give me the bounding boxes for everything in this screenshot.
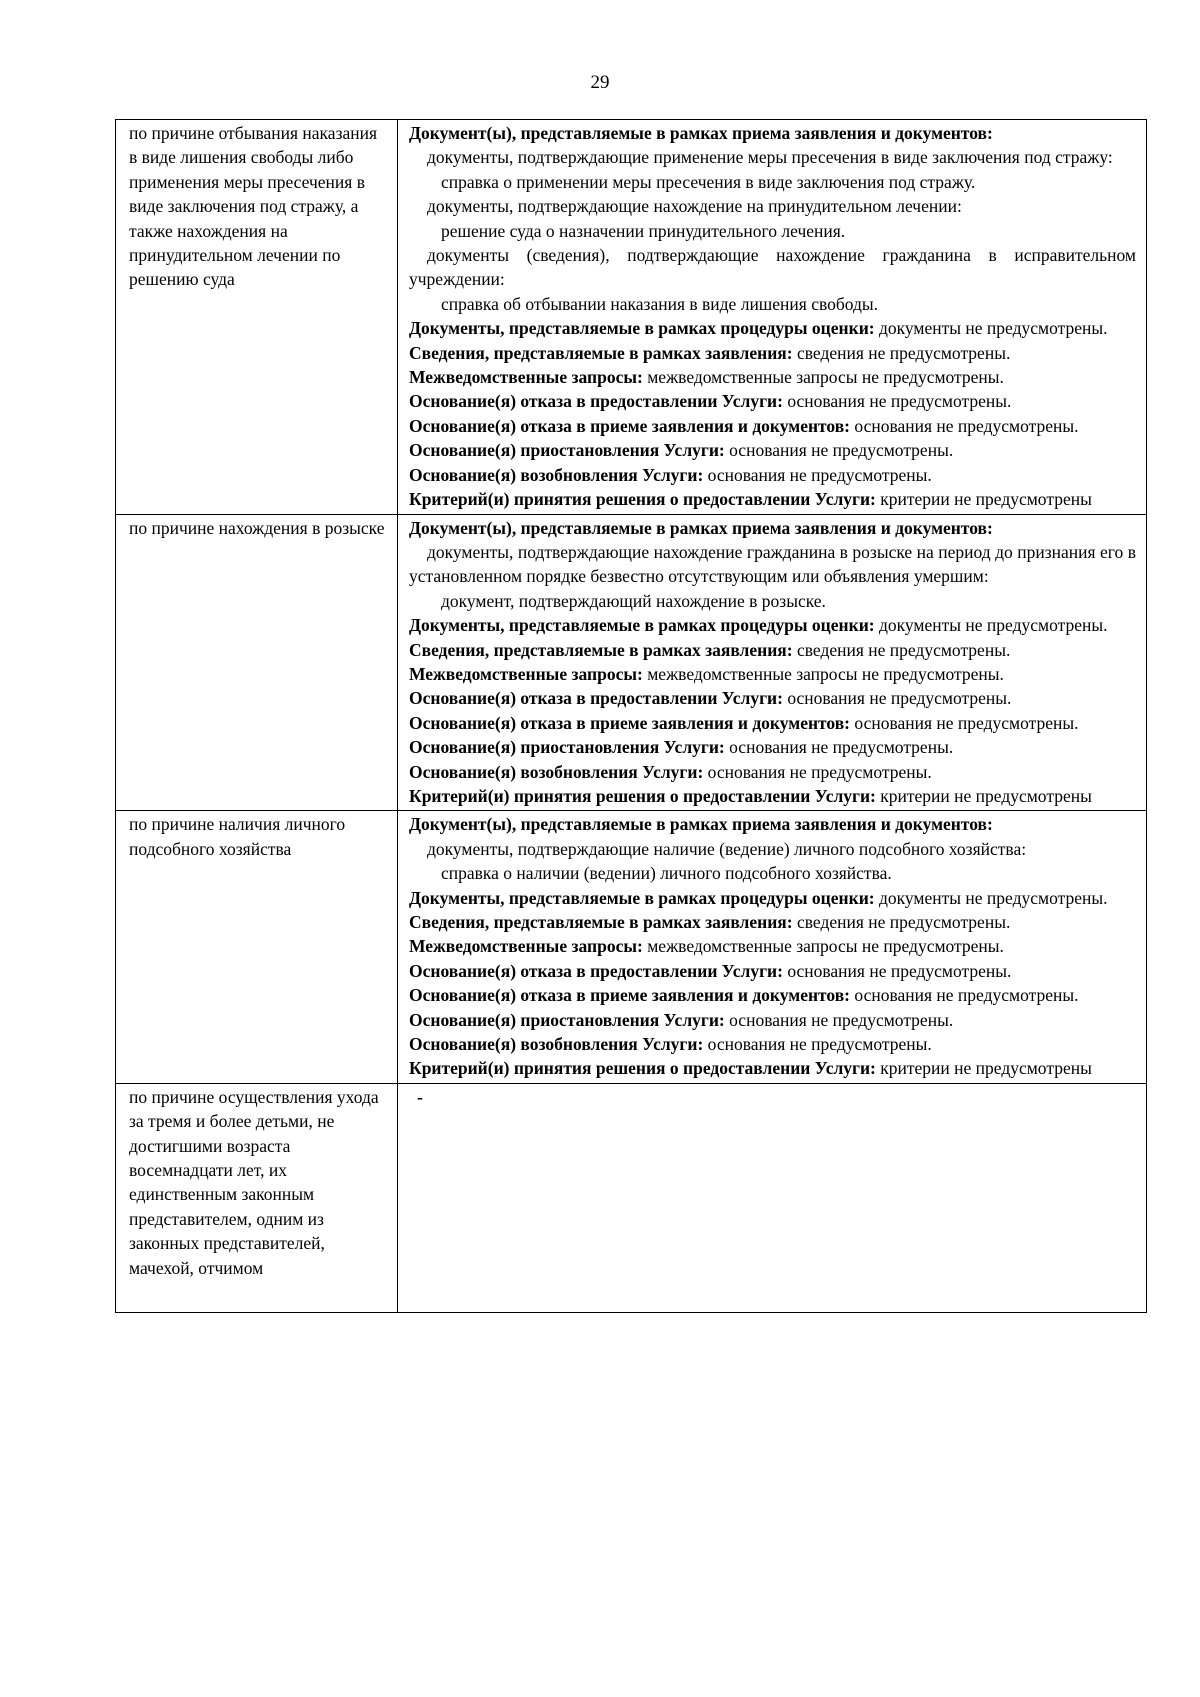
- reason-cell: по причине осуществления ухода за тремя и более детьми, не достигшими возраста восемнадцати лет, их единственным законным представителем, одним из законных представителей, мачехой, отчимом: [116, 1083, 398, 1312]
- documents-header: Документ(ы), представляемые в рамках приема заявления и документов:: [409, 123, 993, 143]
- field-value: межведомственные запросы не предусмотрены.: [647, 663, 1004, 684]
- field-label: Основание(я) приостановления Услуги:: [409, 1009, 725, 1030]
- field-value: основания не предусмотрены.: [787, 688, 1012, 709]
- doc-item: решение суда о назначении принудительного лечения.: [441, 220, 846, 241]
- field-value: сведения не предусмотрены.: [796, 639, 1011, 660]
- doc-item: справка об отбывании наказания в виде лишения свободы.: [441, 293, 879, 314]
- field-label: Основание(я) возобновления Услуги:: [409, 1034, 704, 1055]
- field-line: [409, 414, 1136, 438]
- field-label: Сведения, представляемые в рамках заявления:: [409, 342, 793, 363]
- field-line: [409, 1056, 1136, 1080]
- details-cell: [398, 1083, 1147, 1312]
- field-line: [409, 784, 1136, 808]
- reason-cell: по причине наличия личного подсобного хозяйства: [116, 811, 398, 1083]
- field-value: основания не предусмотрены.: [854, 415, 1079, 436]
- field-value: документы не предусмотрены.: [879, 887, 1108, 908]
- field-line: [409, 341, 1136, 365]
- table-row: [116, 514, 1147, 811]
- field-label: Сведения, представляемые в рамках заявления:: [409, 639, 793, 660]
- field-line: [409, 886, 1136, 910]
- field-line: [409, 389, 1136, 413]
- field-line: [409, 662, 1136, 686]
- field-value: документы не предусмотрены.: [879, 615, 1108, 636]
- field-line: [409, 983, 1136, 1007]
- doc-group: документы, подтверждающие нахождение на принудительном лечении:: [427, 196, 962, 217]
- field-label: Документы, представляемые в рамках процедуры оценки:: [409, 887, 875, 908]
- field-value: сведения не предусмотрены.: [796, 342, 1011, 363]
- field-label: Критерий(и) принятия решения о предоставлении Услуги:: [409, 785, 876, 806]
- field-label: Основание(я) отказа в приеме заявления и документов:: [409, 712, 851, 733]
- details-cell: [398, 811, 1147, 1083]
- table-row: [116, 811, 1147, 1083]
- field-label: Межведомственные запросы:: [409, 936, 643, 957]
- field-label: Основание(я) отказа в предоставлении Услуги:: [409, 688, 783, 709]
- field-value: основания не предусмотрены.: [854, 985, 1079, 1006]
- doc-group: документы, подтверждающие применение меры пресечения в виде заключения под стражу:: [427, 147, 1113, 168]
- field-label: Основание(я) приостановления Услуги:: [409, 440, 725, 461]
- field-value: основания не предусмотрены.: [707, 1034, 932, 1055]
- field-value: сведения не предусмотрены.: [796, 912, 1011, 932]
- field-line: [409, 735, 1136, 759]
- field-line: [409, 1008, 1136, 1032]
- field-value: основания не предусмотрены.: [854, 712, 1079, 733]
- field-value: основания не предусмотрены.: [729, 440, 954, 461]
- details-cell: [398, 514, 1147, 811]
- field-label: Основание(я) отказа в приеме заявления и документов:: [409, 415, 851, 436]
- page-number: 29: [590, 72, 610, 93]
- field-line: [409, 613, 1136, 637]
- details-cell: [398, 120, 1147, 515]
- field-line: [409, 638, 1136, 662]
- documents-header: Документ(ы), представляемые в рамках приема заявления и документов:: [409, 517, 993, 538]
- table-body: [116, 120, 1147, 1313]
- field-line: [409, 760, 1136, 784]
- field-label: Критерий(и) принятия решения о предоставлении Услуги:: [409, 489, 876, 510]
- field-label: Основание(я) отказа в приеме заявления и документов:: [409, 985, 851, 1006]
- reason-cell: по причине нахождения в розыске: [116, 514, 398, 811]
- doc-item: справка о применении меры пресечения в виде заключения под стражу.: [441, 171, 976, 192]
- field-value: основания не предусмотрены.: [729, 1009, 954, 1030]
- field-value: критерии не предусмотрены: [880, 489, 1092, 510]
- field-value: межведомственные запросы не предусмотрены.: [647, 367, 1004, 388]
- field-line: [409, 1032, 1136, 1056]
- field-line: [409, 934, 1136, 958]
- field-value: основания не предусмотрены.: [787, 960, 1012, 981]
- field-label: Межведомственные запросы:: [409, 367, 643, 388]
- field-label: Основание(я) возобновления Услуги:: [409, 761, 704, 782]
- field-label: Критерий(и) принятия решения о предоставлении Услуги:: [409, 1058, 876, 1079]
- field-line: [409, 463, 1136, 487]
- field-value: основания не предусмотрены.: [729, 737, 954, 758]
- field-label: Основание(я) приостановления Услуги:: [409, 737, 725, 758]
- field-value: основания не предусмотрены.: [787, 391, 1012, 412]
- field-line: [409, 711, 1136, 735]
- field-value: документы не предусмотрены.: [879, 318, 1108, 339]
- field-value: критерии не предусмотрены: [880, 1058, 1092, 1079]
- field-label: Межведомственные запросы:: [409, 663, 643, 684]
- doc-group: документы, подтверждающие наличие (ведение) личного подсобного хозяйства:: [427, 838, 1027, 859]
- doc-group: документы, подтверждающие нахождение гражданина в розыске на период до признания его в установленном порядке безвестно отсутствующим или объявления умершим:: [409, 541, 1136, 587]
- documents-header: Документ(ы), представляемые в рамках приема заявления и документов:: [409, 814, 993, 835]
- doc-group: документы (сведения), подтверждающие нахождение гражданина в исправительном учреждении:: [409, 245, 1136, 290]
- document-table: [115, 119, 1147, 1313]
- field-value: основания не предусмотрены.: [707, 464, 932, 485]
- doc-item: справка о наличии (ведении) личного подсобного хозяйства.: [441, 863, 892, 884]
- field-line: [409, 365, 1136, 389]
- field-line: [409, 487, 1136, 511]
- field-line: [409, 316, 1136, 340]
- field-value: основания не предусмотрены.: [707, 761, 932, 782]
- empty-dash: -: [417, 1086, 423, 1107]
- table-row: [116, 120, 1147, 515]
- field-value: критерии не предусмотрены: [880, 785, 1092, 806]
- field-label: Основание(я) отказа в предоставлении Услуги:: [409, 960, 783, 981]
- field-line: [409, 910, 1136, 934]
- field-label: Сведения, представляемые в рамках заявления:: [409, 912, 793, 932]
- table-row: [116, 1083, 1147, 1312]
- field-line: [409, 686, 1136, 710]
- doc-item: документ, подтверждающий нахождение в розыске.: [441, 590, 826, 611]
- field-label: Документы, представляемые в рамках процедуры оценки:: [409, 615, 875, 636]
- field-value: межведомственные запросы не предусмотрены.: [647, 936, 1004, 957]
- field-label: Основание(я) отказа в предоставлении Услуги:: [409, 391, 783, 412]
- reason-cell: по причине отбывания наказания в виде лишения свободы либо применения меры пресечения в виде заключения под стражу, а также нахождения на принудительном лечении по решению суда: [116, 120, 398, 515]
- field-line: [409, 438, 1136, 462]
- field-label: Основание(я) возобновления Услуги:: [409, 464, 704, 485]
- field-label: Документы, представляемые в рамках процедуры оценки:: [409, 318, 875, 339]
- field-line: [409, 959, 1136, 983]
